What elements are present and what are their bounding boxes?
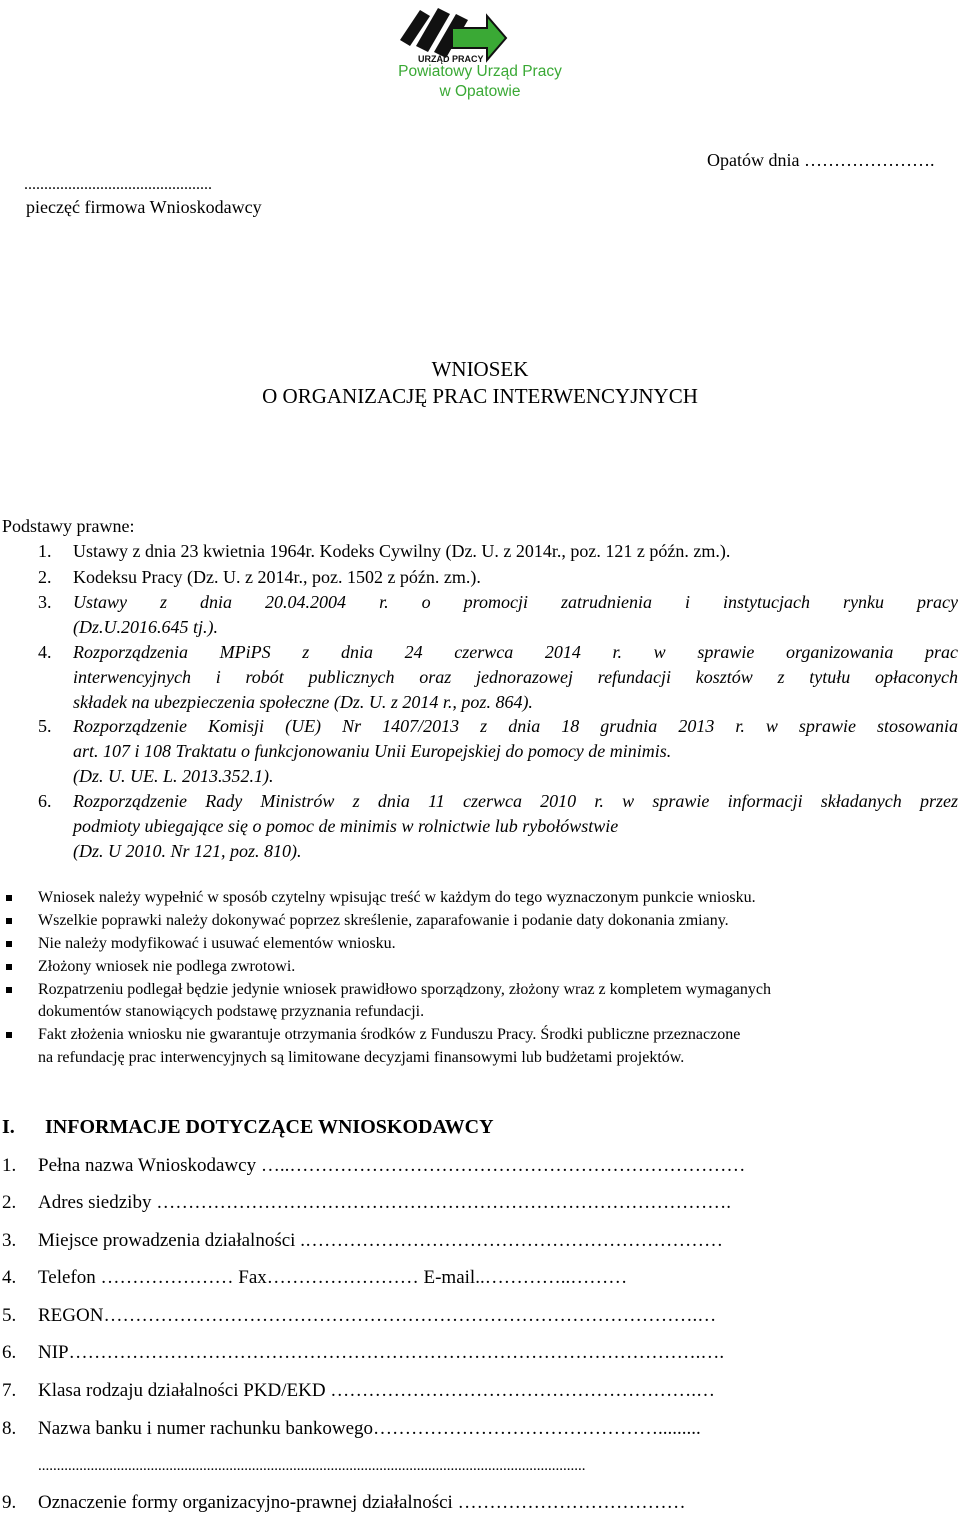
page-title: WNIOSEK <box>431 357 529 381</box>
field-number: 5. <box>2 1305 17 1326</box>
legal-item-text: (Dz. U. UE. L. 2013.352.1). <box>73 766 274 786</box>
field-number: 6. <box>2 1342 17 1363</box>
field-text[interactable]: .................................................................................................................................................. <box>38 1458 586 1474</box>
legal-item-text: podmioty ubiegające się o pomoc de minimis w rolnictwie lub rybołówstwie <box>73 816 619 836</box>
legal-item-text: Rozporządzenie Rady Ministrów z dnia 11 czerwca 2010 r. w sprawie informacji składanych przez <box>73 791 958 811</box>
field-text[interactable]: REGON………………………………………………………………………………….… <box>38 1305 717 1326</box>
field-text[interactable]: Pełna nazwa Wnioskodawcy …..……………………………………………………………… <box>38 1155 746 1176</box>
bullet-square-icon <box>6 964 12 970</box>
legal-item-text: art. 107 i 108 Traktatu o funkcjonowaniu Unii Europejskiej do pomocy de minimis. <box>73 741 672 761</box>
legal-item-text: Rozporządzenie Komisji (UE) Nr 1407/2013 z dnia 18 grudnia 2013 r. w sprawie stosowania <box>73 716 958 736</box>
note-text: Nie należy modyfikować i usuwać elementów wniosku. <box>38 935 396 952</box>
field-number: 3. <box>2 1230 17 1251</box>
field-number: 8. <box>2 1418 17 1439</box>
note-text: Rozpatrzeniu podlegał będzie jedynie wniosek prawidłowo sporządzony, złożony wraz z kompletem wymaganych <box>38 981 771 998</box>
field-text[interactable]: NIP……………………………………………………………………………………….…. <box>38 1342 725 1363</box>
bullet-square-icon <box>6 987 12 993</box>
logo-line-2: w Opatowie <box>439 83 521 100</box>
page-subtitle: O ORGANIZACJĘ PRAC INTERWENCYJNYCH <box>262 384 698 408</box>
legal-item-text: Rozporządzenia MPiPS z dnia 24 czerwca 2014 r. w sprawie organizowania prac <box>73 642 958 662</box>
legal-item-text: Kodeksu Pracy (Dz. U. z 2014r., poz. 1502 z późn. zm.). <box>73 567 481 587</box>
logo-badge: URZĄD PRACY <box>418 54 484 64</box>
legal-item-text: Ustawy z dnia 20.04.2004 r. o promocji zatrudnienia i instytucjach rynku pracy <box>73 592 958 612</box>
legal-item-number: 1. <box>38 541 52 561</box>
legal-item-number: 2. <box>38 567 52 587</box>
legal-item-text: składek na ubezpieczenia społeczne (Dz. U. z 2014 r., poz. 864). <box>73 692 533 712</box>
field-number: 1. <box>2 1155 17 1176</box>
bullet-square-icon <box>6 1032 12 1038</box>
legal-item-text: (Dz.U.2016.645 tj.). <box>73 617 218 637</box>
legal-item-text: Ustawy z dnia 23 kwietnia 1964r. Kodeks Cywilny (Dz. U. z 2014r., poz. 121 z późn. zm.). <box>73 541 731 561</box>
field-text[interactable]: Klasa rodzaju działalności PKD/EKD ………………………………………………….… <box>38 1380 716 1401</box>
note-text: dokumentów stanowiących podstawę przyznania refundacji. <box>38 1003 425 1020</box>
field-number: 2. <box>2 1192 17 1213</box>
note-text: Złożony wniosek nie podlega zwrotowi. <box>38 958 296 975</box>
logo-line-1: Powiatowy Urząd Pracy <box>398 63 562 80</box>
note-text: Wniosek należy wypełnić w sposób czytelny wpisując treść w każdym do tego wyznaczonym punkcie wniosku. <box>38 889 756 906</box>
legal-heading: Podstawy prawne: <box>2 516 135 536</box>
stamp-label: pieczęć firmowa Wnioskodawcy <box>26 197 262 217</box>
section-title: INFORMACJE DOTYCZĄCE WNIOSKODAWCY <box>45 1116 494 1138</box>
section-number: I. <box>2 1116 15 1138</box>
field-text[interactable]: Oznaczenie formy organizacyjno-prawnej działalności ……………………………… <box>38 1492 686 1513</box>
field-number: 9. <box>2 1492 17 1513</box>
date-label: Opatów dnia …………………. <box>707 150 935 170</box>
legal-item-number: 4. <box>38 642 52 662</box>
field-text[interactable]: Adres siedziby ………………………………………………………………………………. <box>38 1192 731 1213</box>
note-text: Fakt złożenia wniosku nie gwarantuje otrzymania środków z Funduszu Pracy. Środki publiczne przeznaczone <box>38 1026 741 1043</box>
field-text[interactable]: Nazwa banku i numer rachunku bankowego………………………………………......... <box>38 1418 701 1439</box>
legal-item-number: 3. <box>38 592 52 612</box>
field-number: 4. <box>2 1267 17 1288</box>
field-number: 7. <box>2 1380 17 1401</box>
stamp-dots: ............................................... <box>24 176 212 193</box>
field-text[interactable]: Miejsce prowadzenia działalności .………………………………………………………… <box>38 1230 723 1251</box>
note-text: Wszelkie poprawki należy dokonywać poprzez skreślenie, zaparafowanie i podanie daty dokonania zmiany. <box>38 912 729 929</box>
bullet-square-icon <box>6 941 12 947</box>
bullet-square-icon <box>6 918 12 924</box>
field-text[interactable]: Telefon ………………… Fax…………………… E-mail..…………..……… <box>38 1267 628 1288</box>
bullet-square-icon <box>6 895 12 901</box>
legal-item-number: 6. <box>38 791 52 811</box>
legal-item-text: interwencyjnych i robót publicznych oraz jednorazowej refundacji kosztów z tytułu opłaconych <box>73 667 958 687</box>
logo-emblem-icon <box>372 0 562 70</box>
note-text: na refundację prac interwencyjnych są limitowane decyzjami finansowymi lub budżetami projektów. <box>38 1049 685 1066</box>
legal-item-number: 5. <box>38 716 52 736</box>
legal-item-text: (Dz. U 2010. Nr 121, poz. 810). <box>73 841 302 861</box>
